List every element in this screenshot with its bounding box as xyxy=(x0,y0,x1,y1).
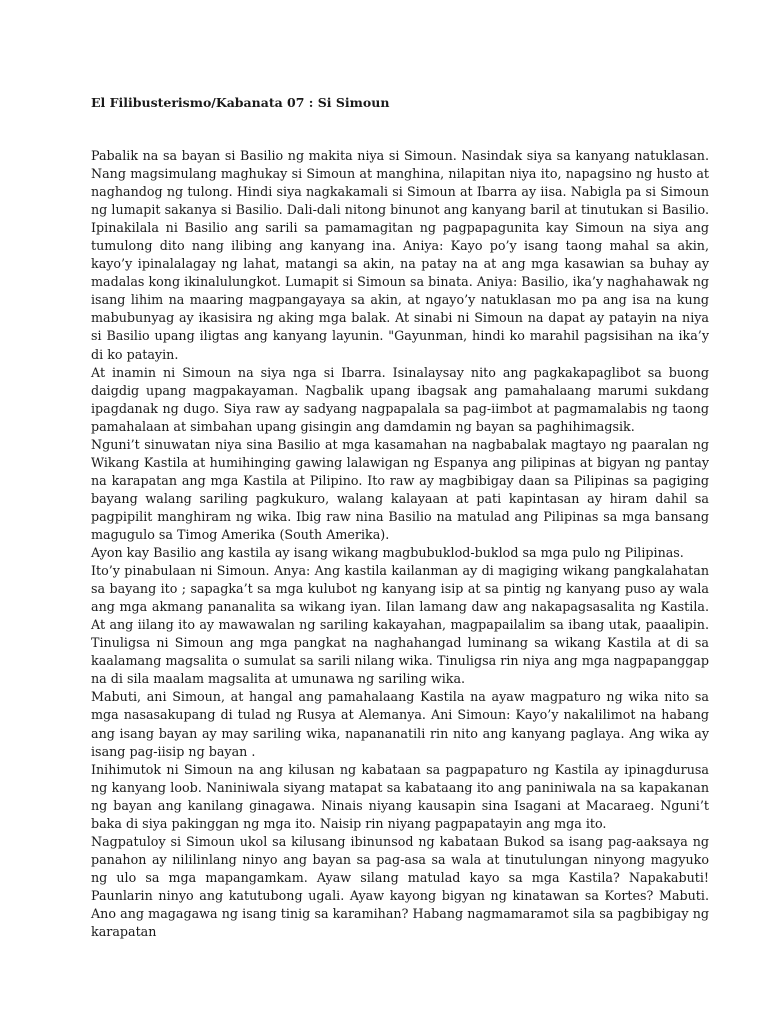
document-body xyxy=(91,147,709,941)
paragraph: Pabalik na sa bayan si Basilio ng makita niya si Simoun. Nasindak siya sa kanyang natuklasan. Nang magsimulang maghukay si Simoun at manghina, nilapitan niya ito, napagsino ng husto at naghandog ng tulong. Hindi siya nagkakamali si Simoun at Ibarra ay iisa. Nabigla pa si Simoun ng lumapit sakanya si Basilio. Dali-dali nitong binunot ang kanyang baril at tinutukan si Basilio. Ipinakilala ni Basilio ang sarili sa pamamagitan ng pagpapagunita kay Simoun na siya ang tumulong dito nang ilibing ang kanyang ina. Aniya: Kayo po’y isang taong mahal sa akin, kayo’y ipinalalagay ng lahat, matangi sa akin, na patay na at ang mga kasawian sa buhay ay madalas kong ikinalulungkot. Lumapit si Simoun sa binata. Aniya: Basilio, ika’y naghahawak ng isang lihim na maaring magpangayaya sa akin, at ngayo’y natuklasan mo pa ang isa na kung mabubunyag ay ikasisira ng aking mga balak. At sinabi ni Simoun na dapat ay patayin na niya si Basilio upang iligtas ang kanyang layunin. "Gayunman, hindi ko marahil pagsisihan na ika’y di ko patayin. xyxy=(91,148,709,362)
paragraph: At inamin ni Simoun na siya nga si Ibarra. Isinalaysay nito ang pagkakapaglibot sa buong daigdig upang magpakayaman. Nagbalik upang ibagsak ang pamahalaang marumi sukdang ipagdanak ng dugo. Siya raw ay sadyang nagpapalala sa pag-iimbot at pagmamalabis ng taong pamahalaan at simbahan upang gisingin ang damdamin ng bayan sa paghihimagsik. xyxy=(91,364,709,434)
document-page xyxy=(91,0,709,1024)
paragraph: Mabuti, ani Simoun, at hangal ang pamahalaang Kastila na ayaw magpaturo ng wika nito sa mga nasasakupang di tulad ng Rusya at Alemanya. Ani Simoun: Kayo’y nakalilimot na habang ang isang bayan ay may sariling wika, napananatili rin nito ang kanyang paglaya. Ang wika ay isang pag-iisip ng bayan . xyxy=(91,689,709,759)
paragraph: Ito’y pinabulaan ni Simoun. Anya: Ang kastila kailanman ay di magiging wikang pangkalahatan sa bayang ito ; sapagka’t sa mga kulubot ng kanyang isip at sa pintig ng kanyang puso ay wala ang mga akmang pananalita sa wikang iyan. Iilan lamang daw ang nakapagsasalita ng Kastila. At ang iilang ito ay mawawalan ng sariling kakayahan, magpapailalim sa ibang utak, paaalipin. Tinuligsa ni Simoun ang mga pangkat na naghahangad luminang sa wikang Kastila at di sa kaalamang magsalita o sumulat sa sarili nilang wika. Tinuligsa rin niya ang mga nagpapanggap na di sila maalam magsalita at umunawa ng sariling wika. xyxy=(91,563,709,687)
paragraph: Nagpatuloy si Simoun ukol sa kilusang ibinunsod ng kabataan Bukod sa isang pag-aaksaya ng panahon ay nililinlang ninyo ang bayan sa pag-asa sa wala at tinutulungan ninyong magyuko ng ulo sa mga mapangamkam. Ayaw silang matulad kayo sa mga Kastila? Napakabuti! Paunlarin ninyo ang katutubong ugali. Ayaw kayong bigyan ng kinatawan sa Kortes? Mabuti. Ano ang magagawa ng isang tinig sa karamihan? Habang nagmamaramot sila sa pagbibigay ng karapatan xyxy=(91,833,709,940)
document-title: El Filibusterismo/Kabanata 07 : Si Simoun xyxy=(91,95,390,110)
paragraph: Inihimutok ni Simoun na ang kilusan ng kabataan sa pagpapaturo ng Kastila ay ipinagdurusa ng kanyang loob. Naniniwala siyang matapat sa kabataang ito ang paniniwala na sa kapakanan ng bayan ang kanilang ginagawa. Ninais niyang kausapin sina Isagani at Macaraeg. Nguni’t baka di siya pakinggan ng mga ito. Naisip rin niyang pagpapatayin ang mga ito. xyxy=(91,761,709,831)
paragraph: Nguni’t sinuwatan niya sina Basilio at mga kasamahan na nagbabalak magtayo ng paaralan ng Wikang Kastila at humihinging gawing lalawigan ng Espanya ang pilipinas at bigyan ng pantay na karapatan ang mga Kastila at Pilipino. Ito raw ay magbibigay daan sa Pilipinas sa pagiging bayang walang sariling pagkukuro, walang kalayaan at pati kapintasan ay hiram dahil sa pagpipilit manghiram ng wika. Ibig raw nina Basilio na matulad ang Pilipinas sa mga bansang magugulo sa Timog Amerika (South Amerika). xyxy=(91,436,709,542)
paragraph: Ayon kay Basilio ang kastila ay isang wikang magbubuklod-buklod sa mga pulo ng Pilipinas. xyxy=(91,545,684,561)
